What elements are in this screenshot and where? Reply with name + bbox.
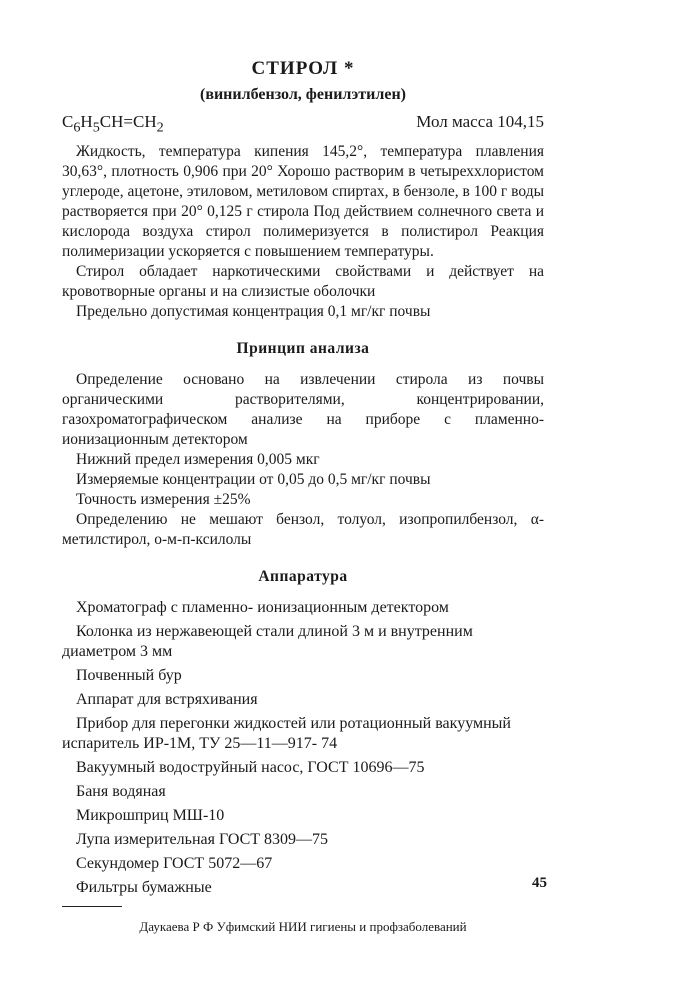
page-content bbox=[62, 58, 544, 935]
page-title: СТИРОЛ * bbox=[251, 58, 355, 79]
principle-paragraph: Определению не мешают бензол, толуол, изопропилбензол, α-метилстирол, о-м-п-ксилолы bbox=[62, 511, 544, 549]
principle-paragraph: Нижний предел измерения 0,005 мкг bbox=[76, 451, 320, 469]
apparatus-heading: Аппаратура bbox=[258, 568, 348, 586]
intro-paragraph: Предельно допустимая концентрация 0,1 мг/кг почвы bbox=[76, 303, 431, 321]
apparatus-item: Микрошприц МШ-10 bbox=[76, 807, 225, 825]
molar-mass: Мол масса 104,15 bbox=[416, 112, 544, 131]
intro-paragraph: Стирол обладает наркотическими свойствами и действует на кровотворные органы и на слизистые оболочки bbox=[62, 263, 544, 301]
principle-paragraph: Определение основано на извлечении стирола из почвы органическими растворителями, концентрировании, газохроматографическом анализе на приборе с пламенно-ионизационным детектором bbox=[62, 371, 544, 449]
apparatus-item: Секундомер ГОСТ 5072—67 bbox=[76, 855, 273, 873]
page-subtitle: (винилбензол, фенилэтилен) bbox=[199, 86, 406, 103]
apparatus-item: Лупа измерительная ГОСТ 8309—75 bbox=[76, 831, 329, 849]
apparatus-item: Вакуумный водоструйный насос, ГОСТ 10696—75 bbox=[76, 759, 425, 777]
formula-row bbox=[62, 112, 544, 136]
principle-section bbox=[62, 370, 544, 550]
chemical-formula: $C_6H_5CH=CH_2$ bbox=[62, 112, 164, 136]
principle-heading: Принцип анализа bbox=[236, 340, 370, 358]
apparatus-item: Аппарат для встряхивания bbox=[76, 691, 258, 709]
principle-paragraph: Точность измерения ±25% bbox=[76, 491, 251, 509]
apparatus-list bbox=[62, 598, 544, 898]
apparatus-item: Хроматограф с пламенно- ионизационным детектором bbox=[76, 599, 449, 617]
apparatus-item: Баня водяная bbox=[76, 783, 166, 801]
intro-section bbox=[62, 142, 544, 322]
principle-paragraph: Измеряемые концентрации от 0,05 до 0,5 мг/кг почвы bbox=[76, 471, 431, 489]
apparatus-item: Почвенный бур bbox=[76, 667, 182, 685]
footnote-divider bbox=[62, 906, 122, 907]
apparatus-item: Колонка из нержавеющей стали длиной 3 м и внутренним диаметром 3 мм bbox=[62, 623, 473, 661]
footnote: Даукаева Р Ф Уфимский НИИ гигиены и профзаболеваний bbox=[139, 919, 467, 935]
page-number: 45 bbox=[532, 875, 547, 891]
apparatus-item: Фильтры бумажные bbox=[76, 879, 212, 897]
intro-paragraph: Жидкость, температура кипения 145,2°, температура плавления 30,63°, плотность 0,906 при 20° Хорошо растворим в четыреххлористом углероде, ацетоне, этиловом, метиловом спиртах, в бензоле, в 100 г воды растворяется при 20° 0,125 г стирола Под действием солнечного света и кислорода воздуха стирол полимеризуется в полистирол Реакция полимеризации ускоряется с повышением температуры. bbox=[62, 143, 544, 261]
apparatus-item: Прибор для перегонки жидкостей или ротационный вакуумный испаритель ИР-1М, ТУ 25—11—917- 74 bbox=[62, 715, 511, 753]
